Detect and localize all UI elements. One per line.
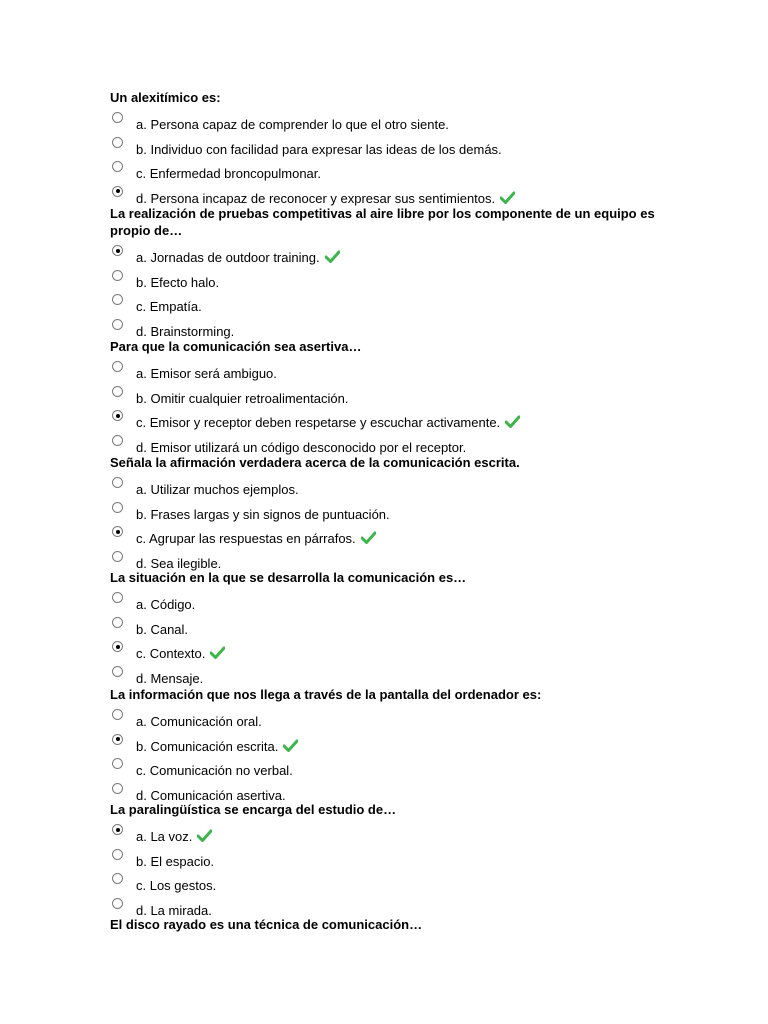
radio-icon[interactable] [112, 551, 123, 562]
option-label [136, 415, 520, 432]
radio-icon[interactable] [112, 161, 123, 172]
check-icon [325, 250, 340, 267]
option-text: d. Mensaje. [136, 670, 204, 686]
option-list [110, 826, 670, 924]
option-text: c. Contexto. [136, 646, 206, 661]
answer-option[interactable] [110, 736, 670, 761]
radio-icon[interactable] [112, 386, 123, 397]
answer-option[interactable] [110, 619, 670, 644]
radio-icon[interactable] [112, 849, 123, 860]
radio-icon[interactable] [112, 477, 123, 488]
option-text: a. Código. [136, 597, 196, 612]
check-icon [283, 739, 298, 756]
radio-icon[interactable] [112, 186, 123, 197]
question-text: La situación en la que se desarrolla la comunicación es… [110, 570, 467, 585]
option-label [136, 482, 299, 498]
option-text: d. Emisor utilizará un código desconocido por el receptor. [136, 439, 467, 455]
option-label [136, 763, 293, 779]
option-label [136, 739, 298, 756]
option-text: d. Brainstorming. [136, 323, 235, 339]
option-label [136, 275, 219, 291]
answer-option[interactable] [110, 114, 670, 139]
answer-option[interactable] [110, 139, 670, 164]
option-text: c. Los gestos. [136, 878, 217, 893]
option-label [136, 597, 195, 613]
radio-icon[interactable] [112, 319, 123, 330]
question-block [110, 801, 670, 924]
option-label [136, 366, 277, 382]
option-list [110, 594, 670, 692]
question-text-trailing: El disco rayado es una técnica de comunicación… [110, 917, 423, 932]
check-icon [197, 829, 212, 846]
option-label [136, 646, 225, 663]
answer-option[interactable] [110, 851, 670, 876]
question-text: Señala la afirmación verdadera acerca de la comunicación escrita. [110, 455, 520, 470]
radio-icon[interactable] [112, 294, 123, 305]
option-list [110, 247, 670, 345]
check-icon [361, 531, 376, 548]
question-block [110, 686, 670, 809]
option-label [136, 166, 321, 182]
radio-icon[interactable] [112, 824, 123, 835]
option-list [110, 711, 670, 809]
option-label [136, 391, 348, 407]
option-label [136, 622, 188, 638]
option-list [110, 363, 670, 461]
option-text: b. Canal. [136, 621, 189, 637]
option-label [136, 671, 203, 687]
option-text: a. Utilizar muchos ejemplos. [136, 482, 299, 497]
question-block [110, 205, 670, 345]
question-block [110, 89, 670, 212]
option-label [136, 250, 340, 267]
option-text: b. Comunicación escrita. [136, 738, 279, 754]
radio-icon[interactable] [112, 617, 123, 628]
option-text: c. Empatía. [136, 299, 202, 314]
question-block [110, 569, 670, 692]
answer-option[interactable] [110, 272, 670, 297]
option-text: a. Comunicación oral. [136, 714, 262, 729]
question-text: Para que la comunicación sea asertiva… [110, 339, 362, 354]
radio-icon[interactable] [112, 666, 123, 677]
radio-icon[interactable] [112, 112, 123, 123]
option-text: c. Comunicación no verbal. [136, 763, 293, 778]
question-text: La información que nos llega a través de la pantalla del ordenador es: [110, 687, 542, 702]
option-list [110, 114, 670, 212]
answer-option[interactable] [110, 388, 670, 413]
option-text: b. Individuo con facilidad para expresar las ideas de los demás. [136, 141, 502, 157]
option-label [136, 829, 212, 846]
option-text: a. Emisor será ambiguo. [136, 366, 277, 381]
radio-icon[interactable] [112, 137, 123, 148]
answer-option[interactable] [110, 363, 670, 388]
option-text: c. Agrupar las respuestas en párrafos. [136, 531, 356, 546]
answer-option[interactable] [110, 163, 670, 188]
answer-option[interactable] [110, 528, 670, 553]
option-text: a. La voz. [136, 829, 193, 844]
answer-option[interactable] [110, 594, 670, 619]
radio-icon[interactable] [112, 435, 123, 446]
option-label [136, 299, 202, 315]
radio-icon[interactable] [112, 709, 123, 720]
question-text: La realización de pruebas competitivas al aire libre por los componente de un equipo es propio de… [110, 206, 655, 238]
option-text: d. Persona incapaz de reconocer y expresar sus sentimientos. [136, 190, 496, 206]
answer-option[interactable] [110, 875, 670, 900]
question-block [110, 338, 670, 461]
option-text: d. Comunicación asertiva. [136, 787, 286, 803]
option-label [136, 714, 262, 730]
radio-icon[interactable] [112, 502, 123, 513]
option-text: a. Jornadas de outdoor training. [136, 250, 320, 265]
option-list [110, 479, 670, 577]
radio-icon[interactable] [112, 592, 123, 603]
question-text: La paralingüística se encarga del estudio de… [110, 802, 397, 817]
radio-icon[interactable] [112, 361, 123, 372]
radio-icon[interactable] [112, 783, 123, 794]
option-label [136, 142, 502, 158]
answer-option[interactable] [110, 412, 670, 437]
check-icon [505, 415, 520, 432]
option-label [136, 117, 449, 133]
radio-icon[interactable] [112, 898, 123, 909]
option-text: d. La mirada. [136, 902, 212, 918]
answer-option[interactable] [110, 504, 670, 529]
question-block [110, 454, 670, 577]
option-text: b. Omitir cualquier retroalimentación. [136, 390, 349, 406]
radio-icon[interactable] [112, 734, 123, 745]
option-text: c. Enfermedad broncopulmonar. [136, 166, 321, 181]
option-label [136, 531, 376, 548]
radio-icon[interactable] [112, 245, 123, 256]
radio-icon[interactable] [112, 526, 123, 537]
option-text: b. Efecto halo. [136, 274, 220, 290]
radio-icon[interactable] [112, 873, 123, 884]
option-label [136, 507, 390, 523]
answer-option[interactable] [110, 247, 670, 272]
answer-option[interactable] [110, 711, 670, 736]
radio-icon[interactable] [112, 641, 123, 652]
option-text: b. El espacio. [136, 853, 215, 869]
check-icon [210, 646, 225, 663]
answer-option[interactable] [110, 643, 670, 668]
answer-option[interactable] [110, 479, 670, 504]
option-text: b. Frases largas y sin signos de puntuación. [136, 506, 390, 522]
radio-icon[interactable] [112, 410, 123, 421]
option-text: d. Sea ilegible. [136, 555, 222, 571]
radio-icon[interactable] [112, 270, 123, 281]
option-label [136, 854, 214, 870]
answer-option[interactable] [110, 760, 670, 785]
answer-option[interactable] [110, 826, 670, 851]
option-text: c. Emisor y receptor deben respetarse y escuchar activamente. [136, 415, 501, 430]
answer-option[interactable] [110, 296, 670, 321]
question-text: Un alexitímico es: [110, 90, 221, 105]
option-text: a. Persona capaz de comprender lo que el otro siente. [136, 117, 449, 132]
option-label [136, 878, 216, 894]
radio-icon[interactable] [112, 758, 123, 769]
